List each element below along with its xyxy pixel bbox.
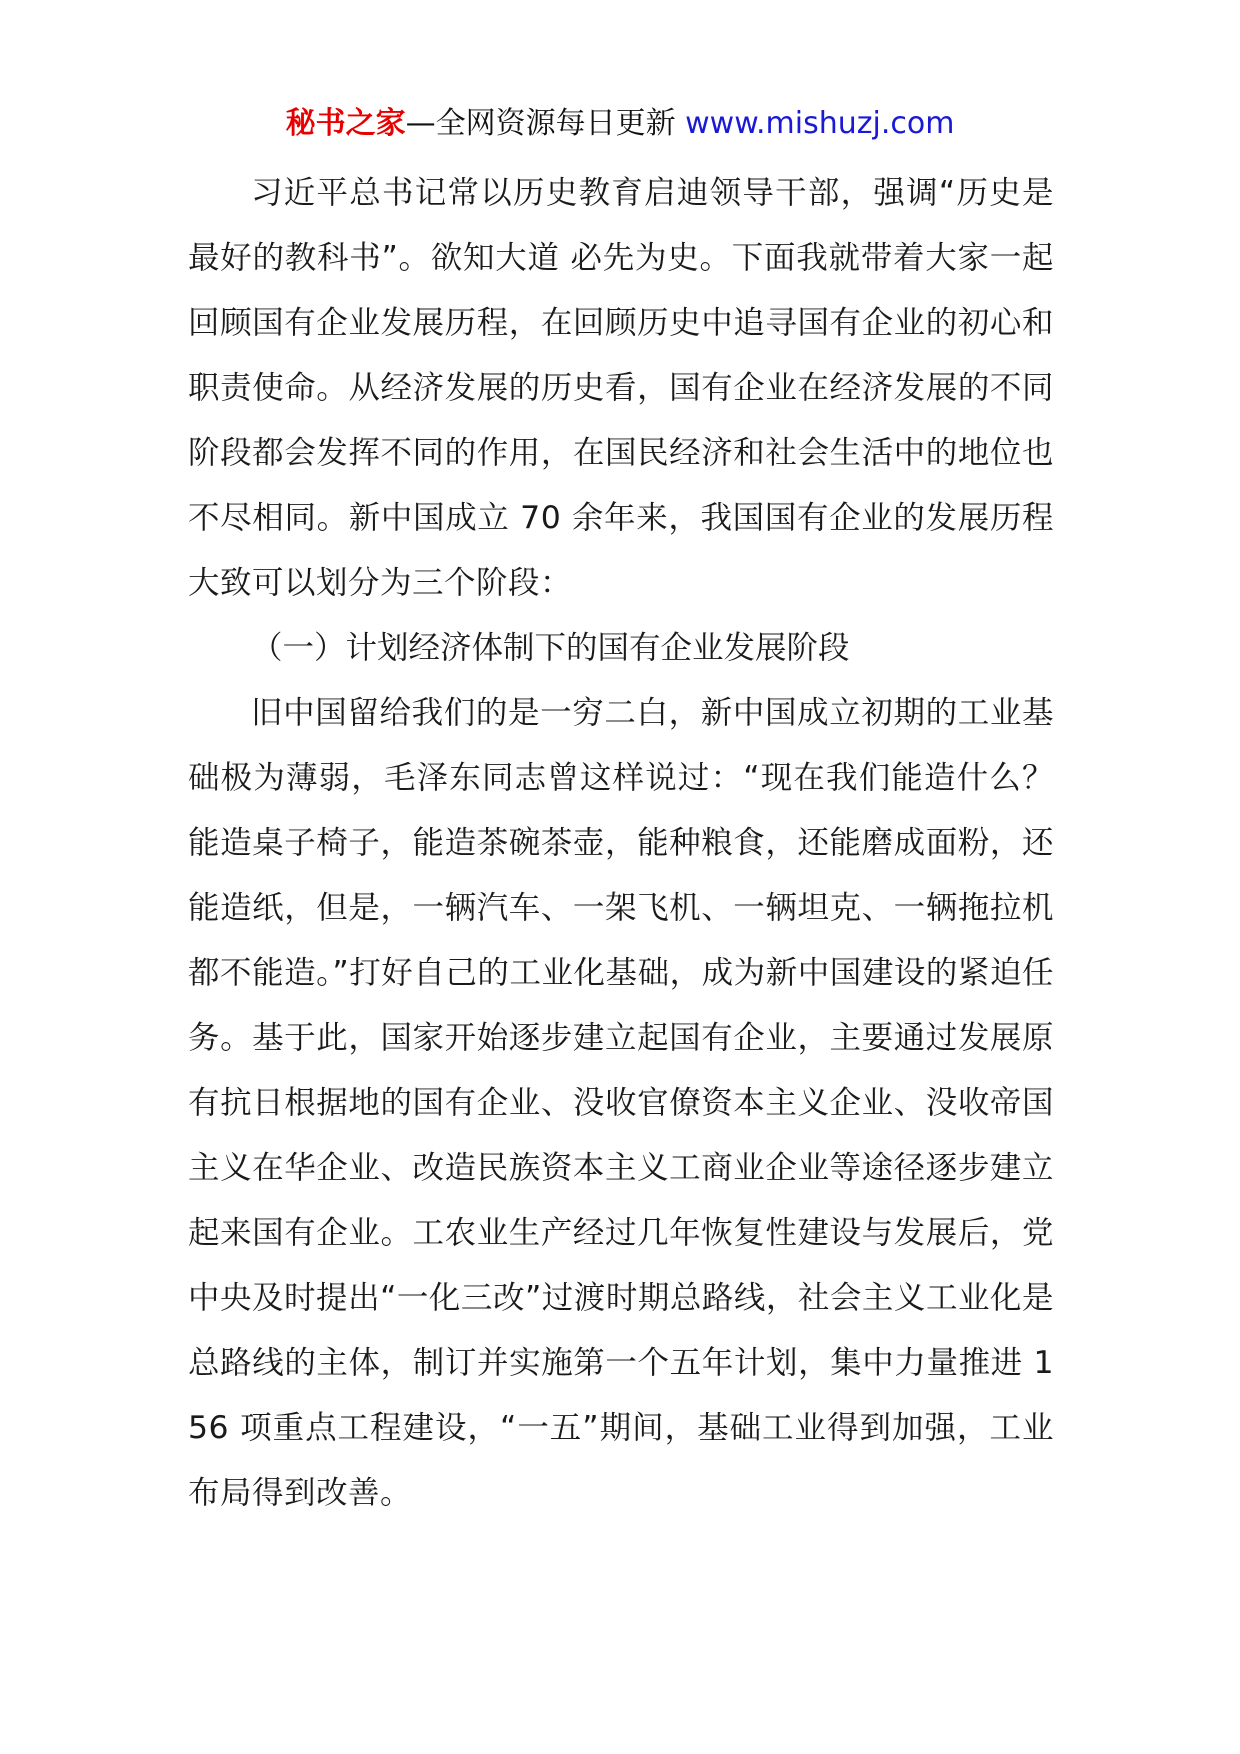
document-body [188, 161, 1054, 1526]
paragraph-history: 旧中国留给我们的是一穷二白，新中国成立初期的工业基础极为薄弱，毛泽东同志曾这样说过：“现在我们能造什么？能造桌子椅子，能造茶碗茶壶，能种粮食，还能磨成面粉，还能造纸，但是，一辆汽车、一架飞机、一辆坦克、一辆拖拉机都不能造。”打好自己的工业化基础，成为新中国建设的紧迫任务。基于此，国家开始逐步建立起国有企业，主要通过发展原有抗日根据地的国有企业、没收官僚资本主义企业、没收帝国主义在华企业、改造民族资本主义工商业企业等途径逐步建立起来国有企业。工农业生产经过几年恢复性建设与发展后，党中央及时提出“一化三改”过渡时期总路线，社会主义工业化是总路线的主体，制订并实施第一个五年计划，集中力量推进 156 项重点工程建设，“一五”期间，基础工业得到加强，工业布局得到改善。 [188, 695, 1054, 1511]
header-tagline: —全网资源每日更新 [405, 106, 676, 141]
brand-name: 秘书之家 [285, 106, 406, 141]
paragraph-intro: 习近平总书记常以历史教育启迪领导干部，强调“历史是最好的教科书”。欲知大道 必先为史。下面我就带着大家一起回顾国有企业发展历程，在回顾历史中追寻国有企业的初心和职责使命。从经济发展的历史看，国有企业在经济发展的不同阶段都会发挥不同的作用，在国民经济和社会生活中的地位也不尽相同。新中国成立 70 余年来，我国国有企业的发展历程大致可以划分为三个阶段： [188, 175, 1054, 601]
site-url-link[interactable]: www.mishuzj.com [685, 106, 955, 141]
site-header [0, 104, 1240, 144]
section-heading: （一）计划经济体制下的国有企业发展阶段 [251, 630, 850, 666]
